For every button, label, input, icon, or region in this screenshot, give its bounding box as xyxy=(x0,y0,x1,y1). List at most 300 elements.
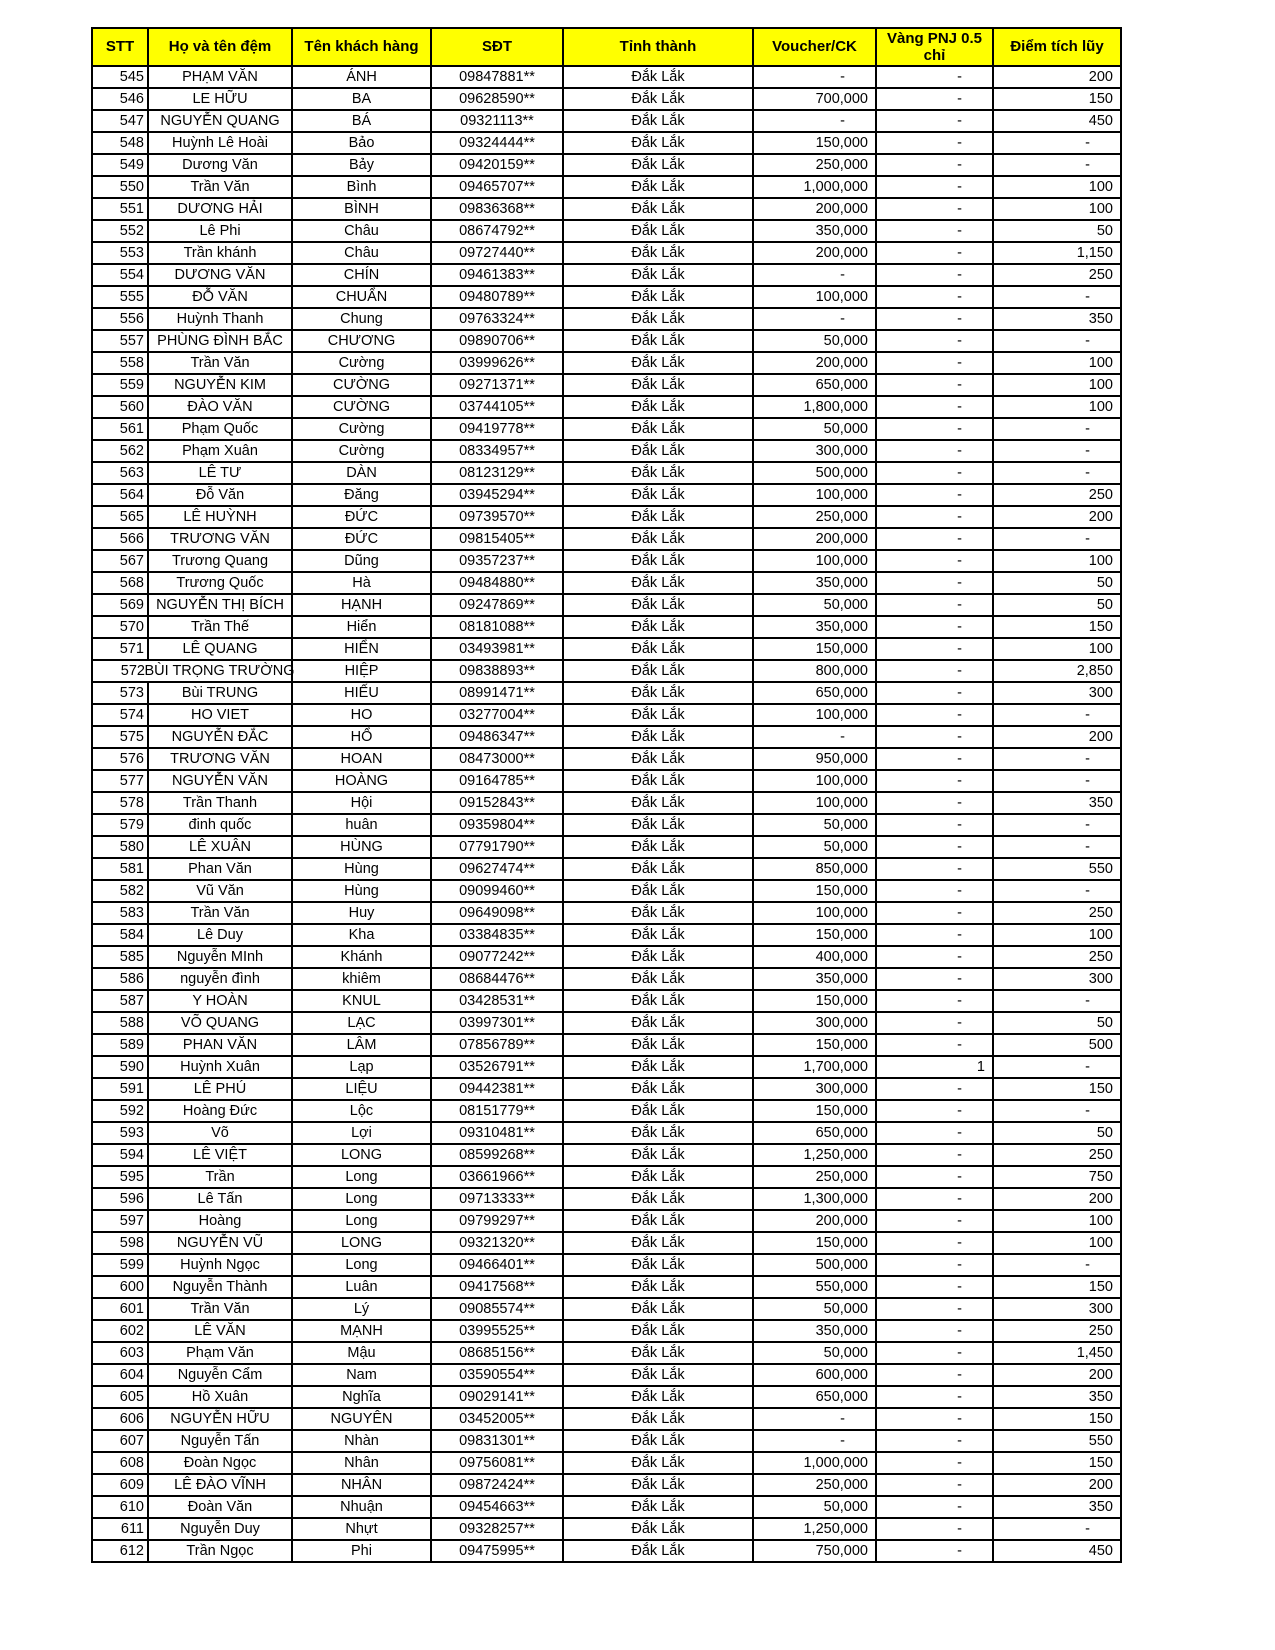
cell: 09454663** xyxy=(431,1496,563,1518)
cell: 604 xyxy=(92,1364,148,1386)
cell: 350,000 xyxy=(753,616,876,638)
cell: BÁ xyxy=(292,110,431,132)
cell: - xyxy=(993,836,1121,858)
cell: NGUYỄN HỮU xyxy=(148,1408,292,1430)
cell: 350,000 xyxy=(753,1320,876,1342)
cell: 08334957** xyxy=(431,440,563,462)
cell: Đắk Lắk xyxy=(563,1518,753,1540)
cell: 555 xyxy=(92,286,148,308)
cell: Đắk Lắk xyxy=(563,660,753,682)
cell: Hồ Xuân xyxy=(148,1386,292,1408)
table-row xyxy=(92,1452,1121,1474)
cell: 1,000,000 xyxy=(753,1452,876,1474)
cell: Hùng xyxy=(292,880,431,902)
cell: TRƯƠNG VĂN xyxy=(148,528,292,550)
cell: Đắk Lắk xyxy=(563,616,753,638)
cell: 03452005** xyxy=(431,1408,563,1430)
cell: 09480789** xyxy=(431,286,563,308)
cell: 200 xyxy=(993,726,1121,748)
cell: Chung xyxy=(292,308,431,330)
cell: 50,000 xyxy=(753,836,876,858)
table-row xyxy=(92,1474,1121,1496)
cell: HIẾU xyxy=(292,682,431,704)
cell: 150 xyxy=(993,1408,1121,1430)
cell: 08991471** xyxy=(431,682,563,704)
cell: 09442381** xyxy=(431,1078,563,1100)
cell: 650,000 xyxy=(753,682,876,704)
cell: Lạp xyxy=(292,1056,431,1078)
cell: 09321113** xyxy=(431,110,563,132)
cell: Đắk Lắk xyxy=(563,682,753,704)
cell: 08151779** xyxy=(431,1100,563,1122)
cell: 564 xyxy=(92,484,148,506)
cell: 586 xyxy=(92,968,148,990)
cell: 09310481** xyxy=(431,1122,563,1144)
cell: 150 xyxy=(993,88,1121,110)
cell: 700,000 xyxy=(753,88,876,110)
cell: - xyxy=(753,110,876,132)
cell: 561 xyxy=(92,418,148,440)
cell: MẠNH xyxy=(292,1320,431,1342)
cell: Đoàn Ngọc xyxy=(148,1452,292,1474)
cell: Đắk Lắk xyxy=(563,836,753,858)
cell: - xyxy=(876,220,993,242)
cell: 09271371** xyxy=(431,374,563,396)
cell: 612 xyxy=(92,1540,148,1562)
table-row xyxy=(92,814,1121,836)
cell: Đắk Lắk xyxy=(563,550,753,572)
cell: 350 xyxy=(993,1386,1121,1408)
cell: 50,000 xyxy=(753,814,876,836)
table-row xyxy=(92,264,1121,286)
cell: 350 xyxy=(993,308,1121,330)
cell: Phạm Xuân xyxy=(148,440,292,462)
cell: Lộc xyxy=(292,1100,431,1122)
column-header: SĐT xyxy=(431,28,563,66)
cell: 250,000 xyxy=(753,154,876,176)
cell: 600 xyxy=(92,1276,148,1298)
cell: 09085574** xyxy=(431,1298,563,1320)
cell: - xyxy=(993,814,1121,836)
cell: - xyxy=(993,462,1121,484)
column-header: Điểm tích lũy xyxy=(993,28,1121,66)
cell: 550 xyxy=(993,1430,1121,1452)
table-row xyxy=(92,594,1121,616)
cell: 09799297** xyxy=(431,1210,563,1232)
cell: đinh quốc xyxy=(148,814,292,836)
cell: Đắk Lắk xyxy=(563,572,753,594)
cell: NGUYỄN VĂN xyxy=(148,770,292,792)
cell: 605 xyxy=(92,1386,148,1408)
cell: 09739570** xyxy=(431,506,563,528)
cell: 599 xyxy=(92,1254,148,1276)
cell: Đắk Lắk xyxy=(563,418,753,440)
cell: 09359804** xyxy=(431,814,563,836)
cell: - xyxy=(876,1210,993,1232)
table-row xyxy=(92,682,1121,704)
cell: LÊ HUỲNH xyxy=(148,506,292,528)
cell: 150 xyxy=(993,1276,1121,1298)
cell: 556 xyxy=(92,308,148,330)
cell: LIỆU xyxy=(292,1078,431,1100)
cell: Đắk Lắk xyxy=(563,902,753,924)
cell: - xyxy=(993,132,1121,154)
cell: PHÙNG ĐÌNH BẮC xyxy=(148,330,292,352)
cell: 545 xyxy=(92,66,148,88)
cell: CHÍN xyxy=(292,264,431,286)
table-row xyxy=(92,990,1121,1012)
table-row xyxy=(92,154,1121,176)
cell: 150,000 xyxy=(753,1034,876,1056)
cell: 558 xyxy=(92,352,148,374)
table-row xyxy=(92,1078,1121,1100)
cell: 250,000 xyxy=(753,506,876,528)
cell: Đắk Lắk xyxy=(563,1276,753,1298)
cell: Đắk Lắk xyxy=(563,1188,753,1210)
cell: Đắk Lắk xyxy=(563,1122,753,1144)
cell: Vũ Văn xyxy=(148,880,292,902)
cell: 50,000 xyxy=(753,594,876,616)
cell: 500,000 xyxy=(753,462,876,484)
cell: - xyxy=(876,132,993,154)
cell: Lý xyxy=(292,1298,431,1320)
cell: 549 xyxy=(92,154,148,176)
table-row xyxy=(92,858,1121,880)
cell: Khánh xyxy=(292,946,431,968)
cell: 1,700,000 xyxy=(753,1056,876,1078)
cell: 572 xyxy=(92,660,148,682)
cell: Hội xyxy=(292,792,431,814)
cell: 1,450 xyxy=(993,1342,1121,1364)
cell: 592 xyxy=(92,1100,148,1122)
cell: 602 xyxy=(92,1320,148,1342)
cell: 09486347** xyxy=(431,726,563,748)
cell: NHÂN xyxy=(292,1474,431,1496)
cell: 589 xyxy=(92,1034,148,1056)
cell: Bình xyxy=(292,176,431,198)
cell: DƯƠNG VĂN xyxy=(148,264,292,286)
cell: LÊ QUANG xyxy=(148,638,292,660)
cell: 579 xyxy=(92,814,148,836)
cell: Dương Văn xyxy=(148,154,292,176)
cell: 09815405** xyxy=(431,528,563,550)
cell: - xyxy=(876,88,993,110)
cell: 570 xyxy=(92,616,148,638)
cell: BÙI TRỌNG TRƯỜNG xyxy=(148,660,292,682)
cell: Cường xyxy=(292,418,431,440)
cell: 450 xyxy=(993,110,1121,132)
cell: NGUYỄN ĐẮC xyxy=(148,726,292,748)
cell: Đắk Lắk xyxy=(563,110,753,132)
customer-table-sheet xyxy=(91,27,1122,1563)
cell: 551 xyxy=(92,198,148,220)
cell: 09627474** xyxy=(431,858,563,880)
cell: Bùi TRUNG xyxy=(148,682,292,704)
cell: 08181088** xyxy=(431,616,563,638)
cell: 607 xyxy=(92,1430,148,1452)
cell: Đắk Lắk xyxy=(563,858,753,880)
cell: 559 xyxy=(92,374,148,396)
cell: CHUẨN xyxy=(292,286,431,308)
cell: 09628590** xyxy=(431,88,563,110)
cell: Long xyxy=(292,1166,431,1188)
cell: LONG xyxy=(292,1232,431,1254)
cell: - xyxy=(876,704,993,726)
cell: - xyxy=(753,66,876,88)
cell: 593 xyxy=(92,1122,148,1144)
table-row xyxy=(92,968,1121,990)
cell: 650,000 xyxy=(753,1386,876,1408)
cell: - xyxy=(993,1518,1121,1540)
cell: nguyễn đình xyxy=(148,968,292,990)
cell: Đắk Lắk xyxy=(563,880,753,902)
cell: - xyxy=(876,418,993,440)
table-row xyxy=(92,396,1121,418)
customer-table xyxy=(91,27,1122,1563)
cell: 09756081** xyxy=(431,1452,563,1474)
cell: Hoàng Đức xyxy=(148,1100,292,1122)
cell: 850,000 xyxy=(753,858,876,880)
cell: - xyxy=(753,1430,876,1452)
cell: 100 xyxy=(993,638,1121,660)
cell: 563 xyxy=(92,462,148,484)
cell: Đắk Lắk xyxy=(563,264,753,286)
cell: - xyxy=(993,440,1121,462)
table-row xyxy=(92,660,1121,682)
cell: NGUYỄN VŨ xyxy=(148,1232,292,1254)
cell: Trần Thanh xyxy=(148,792,292,814)
cell: Lê Phi xyxy=(148,220,292,242)
cell: 750,000 xyxy=(753,1540,876,1562)
cell: Bảy xyxy=(292,154,431,176)
cell: 200,000 xyxy=(753,198,876,220)
cell: - xyxy=(876,1232,993,1254)
cell: 09419778** xyxy=(431,418,563,440)
cell: Trương Quang xyxy=(148,550,292,572)
cell: 03277004** xyxy=(431,704,563,726)
cell: - xyxy=(993,528,1121,550)
cell: - xyxy=(876,440,993,462)
cell: - xyxy=(876,462,993,484)
cell: Nguyễn Duy xyxy=(148,1518,292,1540)
cell: LE HỮU xyxy=(148,88,292,110)
cell: 300,000 xyxy=(753,1078,876,1100)
cell: 03526791** xyxy=(431,1056,563,1078)
cell: 08674792** xyxy=(431,220,563,242)
cell: Mậu xyxy=(292,1342,431,1364)
cell: HIỂN xyxy=(292,638,431,660)
cell: 750 xyxy=(993,1166,1121,1188)
cell: 581 xyxy=(92,858,148,880)
cell: NGUYỄN QUANG xyxy=(148,110,292,132)
cell: 200,000 xyxy=(753,352,876,374)
cell: HỔ xyxy=(292,726,431,748)
cell: - xyxy=(876,594,993,616)
cell: DƯƠNG HẢI xyxy=(148,198,292,220)
cell: ĐỖ VĂN xyxy=(148,286,292,308)
table-row xyxy=(92,946,1121,968)
cell: Đắk Lắk xyxy=(563,1540,753,1562)
cell: - xyxy=(993,880,1121,902)
cell: - xyxy=(876,1122,993,1144)
cell: Cường xyxy=(292,352,431,374)
cell: Nghĩa xyxy=(292,1386,431,1408)
cell: 09152843** xyxy=(431,792,563,814)
cell: 250 xyxy=(993,1144,1121,1166)
table-row xyxy=(92,484,1121,506)
cell: 08473000** xyxy=(431,748,563,770)
column-header: Tỉnh thành xyxy=(563,28,753,66)
cell: 600,000 xyxy=(753,1364,876,1386)
cell: 150,000 xyxy=(753,880,876,902)
cell: khiêm xyxy=(292,968,431,990)
cell: 547 xyxy=(92,110,148,132)
column-header: Vàng PNJ 0.5 chỉ xyxy=(876,28,993,66)
cell: NGUYỄN KIM xyxy=(148,374,292,396)
cell: - xyxy=(876,814,993,836)
cell: - xyxy=(876,1034,993,1056)
table-row xyxy=(92,792,1121,814)
cell: 07791790** xyxy=(431,836,563,858)
cell: Hà xyxy=(292,572,431,594)
cell: 1,300,000 xyxy=(753,1188,876,1210)
table-row xyxy=(92,1100,1121,1122)
cell: 100,000 xyxy=(753,902,876,924)
cell: Hoàng xyxy=(148,1210,292,1232)
cell: Đắk Lắk xyxy=(563,352,753,374)
table-row xyxy=(92,1012,1121,1034)
cell: 553 xyxy=(92,242,148,264)
cell: 200,000 xyxy=(753,1210,876,1232)
table-header xyxy=(92,28,1121,66)
header-row xyxy=(92,28,1121,66)
cell: 1,000,000 xyxy=(753,176,876,198)
cell: Đắk Lắk xyxy=(563,726,753,748)
cell: 09763324** xyxy=(431,308,563,330)
cell: 200 xyxy=(993,1364,1121,1386)
cell: 800,000 xyxy=(753,660,876,682)
cell: - xyxy=(876,946,993,968)
table-row xyxy=(92,1320,1121,1342)
cell: - xyxy=(876,1408,993,1430)
cell: - xyxy=(876,1474,993,1496)
cell: Võ xyxy=(148,1122,292,1144)
cell: Đắk Lắk xyxy=(563,1166,753,1188)
cell: 1,250,000 xyxy=(753,1518,876,1540)
cell: Đắk Lắk xyxy=(563,1320,753,1342)
cell: Huỳnh Xuân xyxy=(148,1056,292,1078)
cell: - xyxy=(993,704,1121,726)
cell: 03493981** xyxy=(431,638,563,660)
table-row xyxy=(92,286,1121,308)
cell: - xyxy=(993,154,1121,176)
cell: Trần xyxy=(148,1166,292,1188)
cell: - xyxy=(876,374,993,396)
cell: Đắk Lắk xyxy=(563,792,753,814)
cell: 200 xyxy=(993,1188,1121,1210)
cell: - xyxy=(993,770,1121,792)
cell: 250,000 xyxy=(753,1474,876,1496)
table-row xyxy=(92,330,1121,352)
table-row xyxy=(92,550,1121,572)
cell: 100 xyxy=(993,352,1121,374)
cell: Đắk Lắk xyxy=(563,1430,753,1452)
cell: 300,000 xyxy=(753,440,876,462)
cell: 09417568** xyxy=(431,1276,563,1298)
table-row xyxy=(92,88,1121,110)
cell: 100,000 xyxy=(753,704,876,726)
cell: - xyxy=(876,352,993,374)
cell: Đắk Lắk xyxy=(563,374,753,396)
cell: 650,000 xyxy=(753,374,876,396)
cell: 03744105** xyxy=(431,396,563,418)
cell: Đắk Lắk xyxy=(563,1408,753,1430)
table-row xyxy=(92,110,1121,132)
table-row xyxy=(92,220,1121,242)
column-header: Họ và tên đệm xyxy=(148,28,292,66)
table-row xyxy=(92,1540,1121,1562)
cell: Đắk Lắk xyxy=(563,704,753,726)
cell: 574 xyxy=(92,704,148,726)
cell: - xyxy=(876,726,993,748)
cell: HO xyxy=(292,704,431,726)
cell: 609 xyxy=(92,1474,148,1496)
cell: 568 xyxy=(92,572,148,594)
cell: LÂM xyxy=(292,1034,431,1056)
cell: 50 xyxy=(993,594,1121,616)
cell: Đắk Lắk xyxy=(563,198,753,220)
cell: Nhựt xyxy=(292,1518,431,1540)
cell: Đoàn Văn xyxy=(148,1496,292,1518)
cell: - xyxy=(876,880,993,902)
cell: Nhuận xyxy=(292,1496,431,1518)
cell: - xyxy=(876,1012,993,1034)
cell: 950,000 xyxy=(753,748,876,770)
cell: 100 xyxy=(993,924,1121,946)
table-row xyxy=(92,836,1121,858)
cell: 09324444** xyxy=(431,132,563,154)
cell: - xyxy=(876,330,993,352)
cell: 578 xyxy=(92,792,148,814)
cell: LÊ VĂN xyxy=(148,1320,292,1342)
cell: ÁNH xyxy=(292,66,431,88)
cell: 100,000 xyxy=(753,286,876,308)
cell: 150,000 xyxy=(753,638,876,660)
cell: Long xyxy=(292,1210,431,1232)
cell: Đắk Lắk xyxy=(563,1232,753,1254)
cell: Kha xyxy=(292,924,431,946)
column-header: STT xyxy=(92,28,148,66)
cell: 03384835** xyxy=(431,924,563,946)
cell: 552 xyxy=(92,220,148,242)
cell: 09164785** xyxy=(431,770,563,792)
cell: 100 xyxy=(993,1210,1121,1232)
cell: 150,000 xyxy=(753,1232,876,1254)
cell: Đắk Lắk xyxy=(563,1056,753,1078)
cell: 560 xyxy=(92,396,148,418)
cell: 03590554** xyxy=(431,1364,563,1386)
cell: - xyxy=(876,1386,993,1408)
cell: Đắk Lắk xyxy=(563,1144,753,1166)
cell: Nhàn xyxy=(292,1430,431,1452)
cell: Huy xyxy=(292,902,431,924)
table-row xyxy=(92,616,1121,638)
cell: 603 xyxy=(92,1342,148,1364)
cell: Phạm Quốc xyxy=(148,418,292,440)
cell: - xyxy=(876,748,993,770)
cell: 09077242** xyxy=(431,946,563,968)
cell: - xyxy=(993,1100,1121,1122)
